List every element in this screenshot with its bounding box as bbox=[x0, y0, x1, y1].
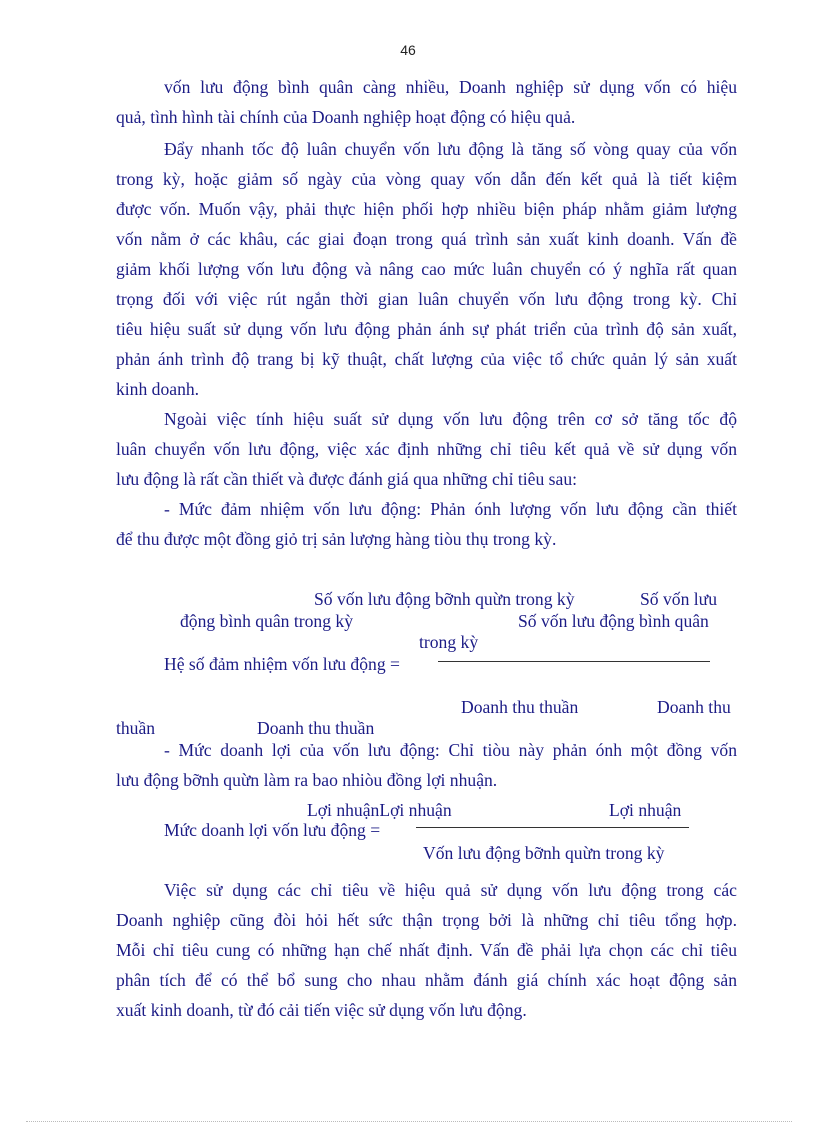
paragraph-line: xuất kinh doanh, từ đó cải tiến việc sử dụng vốn lưu động. bbox=[116, 1000, 527, 1020]
page-bottom-border bbox=[26, 1121, 792, 1122]
formula-label: Mức doanh lợi vốn lưu động = bbox=[164, 820, 381, 840]
formula-label: Hệ số đảm nhiệm vốn lưu động = bbox=[164, 654, 400, 674]
formula-denominator: Vốn lưu động bỡnh quừn trong kỳ bbox=[423, 843, 665, 863]
paragraph-line: vốn nằm ở các khâu, các giai đoạn trong quá trình sản xuất kinh doanh. Vấn đề bbox=[116, 229, 737, 249]
fraction-line bbox=[416, 827, 689, 828]
formula-numerator: Số vốn lưu bbox=[640, 589, 717, 609]
formula-denominator: Doanh thu bbox=[657, 697, 731, 717]
formula-numerator: Số vốn lưu động bỡnh quừn trong kỳ bbox=[314, 589, 575, 609]
paragraph-line: - Mức doanh lợi của vốn lưu động: Chỉ tiòu này phản ónh một đồng vốn bbox=[164, 740, 737, 760]
paragraph-line: trọng đối với việc rút ngắn thời gian luân chuyển vốn lưu động trong kỳ. Chỉ bbox=[116, 289, 737, 309]
paragraph-line: lưu động bỡnh quừn làm ra bao nhiòu đồng lợi nhuận. bbox=[116, 770, 498, 790]
paragraph-line: lưu động là rất cần thiết và được đánh giá qua những chỉ tiêu sau: bbox=[116, 469, 578, 489]
paragraph-line: kinh doanh. bbox=[116, 379, 200, 399]
paragraph-line: Việc sử dụng các chỉ tiêu về hiệu quả sử dụng vốn lưu động trong các bbox=[164, 880, 737, 900]
page-number: 46 bbox=[400, 42, 416, 58]
formula-numerator: trong kỳ bbox=[419, 632, 479, 652]
formula-numerator: Lợi nhuậnLợi nhuận bbox=[307, 800, 452, 820]
paragraph-line: để thu được một đồng giỏ trị sản lượng hàng tiòu thụ trong kỳ. bbox=[116, 529, 557, 549]
paragraph-line: được vốn. Muốn vậy, phải thực hiện phối hợp nhiều biện pháp nhằm giảm lượng bbox=[116, 199, 737, 219]
formula-denominator: thuần bbox=[116, 718, 156, 738]
formula-numerator: Số vốn lưu động bình quân bbox=[518, 611, 709, 631]
paragraph-line: quả, tình hình tài chính của Doanh nghiệp hoạt động có hiệu quả. bbox=[116, 107, 576, 127]
paragraph-line: giảm khối lượng vốn lưu động và nâng cao mức luân chuyển có ý nghĩa rất quan bbox=[116, 259, 737, 279]
formula-denominator: Doanh thu thuần bbox=[257, 718, 375, 738]
paragraph-line: vốn lưu động bình quân càng nhiều, Doanh nghiệp sử dụng vốn có hiệu bbox=[164, 77, 737, 97]
paragraph-line: luân chuyển vốn lưu động, việc xác định những chỉ tiêu kết quả về sử dụng vốn bbox=[116, 439, 737, 459]
formula-numerator: động bình quân trong kỳ bbox=[180, 611, 353, 631]
fraction-line bbox=[438, 661, 710, 662]
paragraph-line: phản ánh trình độ trang bị kỹ thuật, chất lượng của việc tổ chức quản lý sản xuất bbox=[116, 349, 737, 369]
paragraph-line: Mỗi chỉ tiêu cung có những hạn chế nhất định. Vấn đề phải lựa chọn các chỉ tiêu bbox=[116, 940, 737, 960]
paragraph-line: - Mức đảm nhiệm vốn lưu động: Phản ónh lượng vốn lưu động cần thiết bbox=[164, 499, 737, 519]
paragraph-line: Ngoài việc tính hiệu suất sử dụng vốn lưu động trên cơ sở tăng tốc độ bbox=[164, 409, 737, 429]
paragraph-line: phân tích để có thể bổ sung cho nhau nhằm đánh giá chính xác hoạt động sản bbox=[116, 970, 737, 990]
paragraph-line: Đẩy nhanh tốc độ luân chuyển vốn lưu động là tăng số vòng quay của vốn bbox=[164, 139, 737, 159]
formula-numerator: Lợi nhuận bbox=[609, 800, 682, 820]
paragraph-line: tiêu hiệu suất sử dụng vốn lưu động phản ánh sự phát triển của trình độ sản xuất, bbox=[116, 319, 737, 339]
paragraph-line: Doanh nghiệp cũng đòi hỏi hết sức thận trọng bởi là những chỉ tiêu tổng hợp. bbox=[116, 910, 737, 930]
paragraph-line: trong kỳ, hoặc giảm số ngày của vòng quay vốn dẫn đến kết quả là tiết kiệm bbox=[116, 169, 737, 189]
formula-denominator: Doanh thu thuần bbox=[461, 697, 579, 717]
